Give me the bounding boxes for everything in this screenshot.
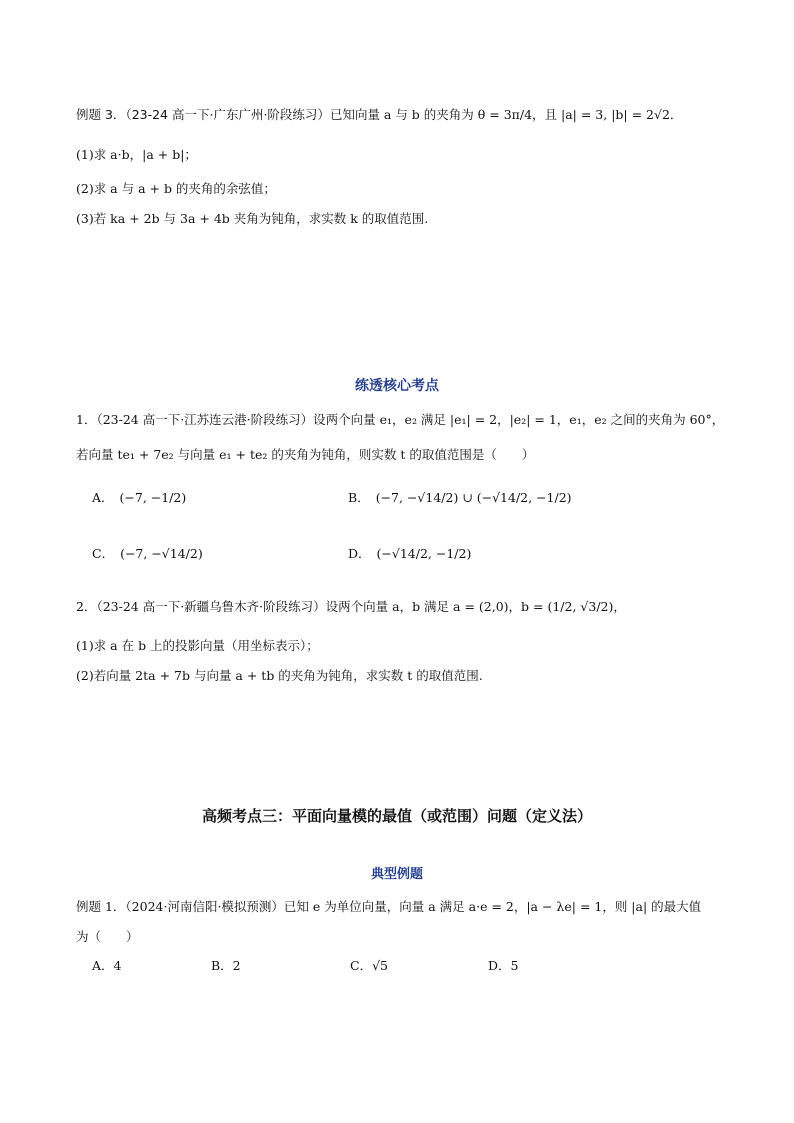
section-core-title: 练透核心考点 [355,378,439,394]
example1-option-d[interactable]: D．5 [488,958,519,973]
example1-line1: 例题 1．（2024·河南信阳·模拟预测）已知 e 为单位向量，向量 a 满足 a·e = 2，|a − λe| = 1，则 |a| 的最大值 [76,899,702,914]
option-b-value: (−7, −√14/2) ∪ (−√14/2, −1/2) [375,489,572,505]
problem1-option-b[interactable] [348,488,572,506]
option-c-label: C． [92,546,115,561]
example3-q2: (2)求 a 与 a + b 的夹角的余弦值； [76,181,276,196]
section-main-title: 高频考点三：平面向量模的最值（或范围）问题（定义法） [201,807,592,825]
option-a-value: (−7, −1/2) [119,489,187,505]
problem1-option-c[interactable] [92,544,203,562]
problem1-option-d[interactable] [348,544,471,562]
example1-line2: 为（ ） [76,929,139,944]
option-b-label: B． [348,490,370,505]
example1-option-c[interactable]: C．√5 [350,958,388,973]
example1-option-a[interactable]: A．4 [92,958,122,973]
problem1-line1: 1．（23-24 高一下·江苏连云港·阶段练习）设两个向量 e₁，e₂ 满足 |e₁| = 2，|e₂| = 1，e₁，e₂ 之间的夹角为 60°， [76,412,725,427]
example3-q1: (1)求 a·b，|a + b|； [76,147,197,162]
example1-option-b[interactable]: B．2 [211,958,241,973]
problem1-option-a[interactable] [92,488,186,506]
section-typical-title: 典型例题 [370,867,423,882]
example3-label: 例题 3． [76,107,126,122]
example3-stem-text: 已知向量 a 与 b 的夹角为 θ = 3π/4，且 |a| = 3, |b| = 2√2． [329,107,683,122]
problem2-line1: 2．（23-24 高一下·新疆乌鲁木齐·阶段练习）设两个向量 a，b 满足 a = (2,0)，b = (1/2, √3/2)， [76,599,626,614]
example3-source: （23-24 高一下·广东广州·阶段练习） [125,107,330,122]
option-d-label: D． [348,546,371,561]
option-a-label: A． [92,490,114,505]
problem1-line2: 若向量 te₁ + 7e₂ 与向量 e₁ + te₂ 的夹角为钝角，则实数 t 的取值范围是（ ） [76,447,535,462]
problem2-q2: (2)若向量 2ta + 7b 与向量 a + tb 的夹角为钝角，求实数 t 的取值范围. [76,668,483,683]
problem2-q1: (1)求 a 在 b 上的投影向量（用坐标表示）； [76,638,319,653]
option-d-value: (−√14/2, −1/2) [376,545,472,561]
example3-line [76,106,682,124]
option-c-value: (−7, −√14/2) [120,545,203,561]
example3-q3: (3)若 ka + 2b 与 3a + 4b 夹角为钝角，求实数 k 的取值范围. [76,211,429,226]
